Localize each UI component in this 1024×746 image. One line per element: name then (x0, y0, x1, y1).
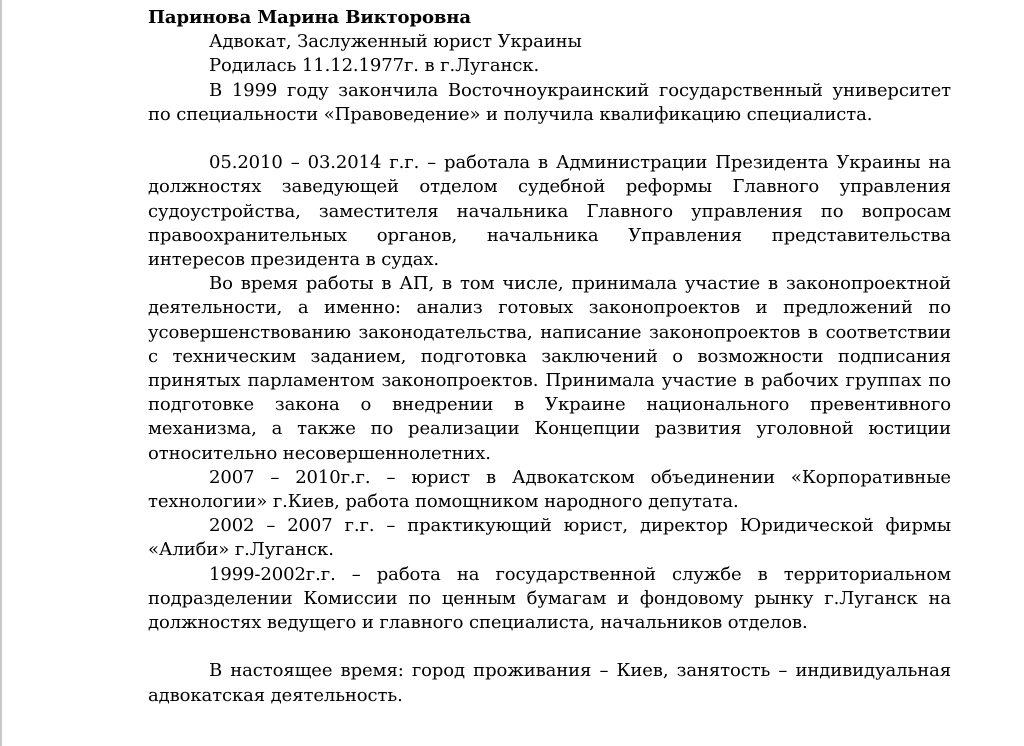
page-left-edge (0, 0, 2, 746)
paragraph-gap (148, 635, 951, 659)
person-name: Паринова Марина Викторовна (148, 7, 471, 28)
paragraph-career-civil-service: 1999-2002г.г. – работа на государственной службе в территориальном подразделении Комиссии по ценным бумагам и фондовому рынку г.Луганск на должностях ведущего и главного специалиста, начальников отделов. (148, 563, 951, 634)
paragraph-career-ap: 05.2010 – 03.2014 г.г. – работала в Администрации Президента Украины на должностях заведующей отделом судебной реформы Главного управления судоустройства, заместителя начальника Главного управления по вопросам правоохранительных органов, начальника Управления представительства интересов президента в судах. (148, 152, 951, 271)
paragraph-lawmaking: Во время работы в АП, в том числе, принимала участие в законопроектной деятельности, а именно: анализ готовых законопроектов и предложений по усовершенствованию законодательства, написание законопроектов в соответствии с техническим заданием, подготовка заключений о возможности подписания принятых парламентом законопроектов. Принимала участие в рабочих группах по подготовке закона о внедрении в Украине национального превентивного механизма, а также по реализации Концепции развития уголовной юстиции относительно несовершеннолетних. (148, 273, 951, 464)
document-text (148, 6, 951, 708)
paragraph-birth: Родилась 11.12.1977г. в г.Луганск. (209, 55, 540, 77)
paragraph-career-kiev: 2007 – 2010г.г. – юрист в Адвокатском объединении «Корпоративные технологии» г.Киев, работа помощником народного депутата. (148, 466, 951, 513)
paragraph-career-alibi: 2002 – 2007 г.г. – практикующий юрист, директор Юридической фирмы «Алиби» г.Луганск. (148, 515, 951, 561)
paragraph-current: В настоящее время: город проживания – Киев, занятость – индивидуальная адвокатская деятельность. (148, 660, 951, 706)
paragraph-gap (148, 127, 951, 151)
paragraph-title: Адвокат, Заслуженный юрист Украины (209, 31, 582, 53)
paragraph-education: В 1999 году закончила Восточноукраинский государственный университет по специальности «Правоведение» и получила квалификацию специалиста. (148, 79, 951, 125)
